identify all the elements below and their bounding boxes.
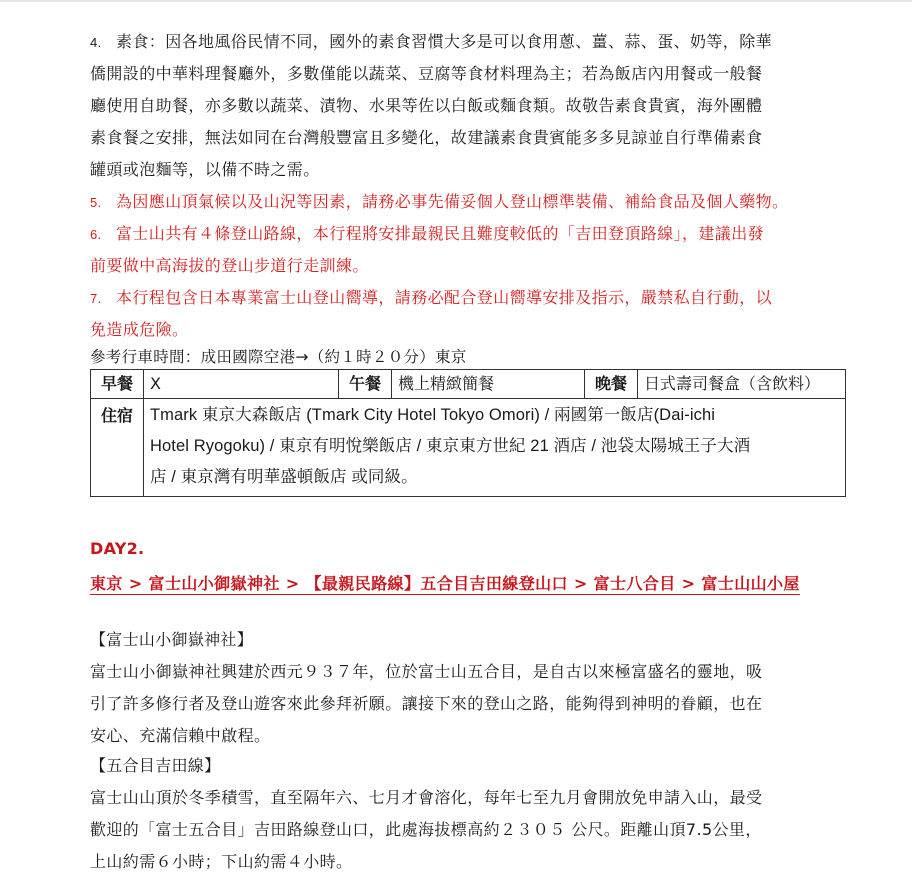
hotel-line: Tmark 東京大森飯店 (Tmark City Hotel Tokyo Omori) / 兩國第一飯店(Dai-ichi: [150, 406, 715, 424]
note-item-6: [90, 218, 850, 282]
hotel-line: 店 / 東京灣有明華盛頓飯店 或同級。: [150, 468, 418, 486]
note-line: 素食餐之安排，無法如同在台灣般豐富且多變化，故建議素食貴賓能多多見諒並自行準備素食: [90, 128, 763, 147]
note-line: 免造成危險。: [90, 320, 189, 339]
note-line: 僑開設的中華料理餐廳外，多數僅能以蔬菜、豆腐等食材料理為主；若為飯店內用餐或一般餐: [90, 64, 763, 83]
note-item-4: [90, 26, 850, 186]
section-heading: 【富士山小御嶽神社】: [90, 630, 254, 649]
note-text: 本行程包含日本專業富士山登山嚮導，請務必配合登山嚮導安排及指示，嚴禁私自行動，以: [116, 288, 773, 307]
section-line: 安心、充滿信賴中啟程。: [90, 726, 271, 745]
note-line: 廳使用自助餐，亦多數以蔬菜、漬物、水果等佐以白飯或麵食類。故敬告素食貴賓，海外團體: [90, 96, 763, 115]
lunch-value: 機上精緻簡餐: [392, 370, 585, 399]
reference-drive-time: 參考行車時間：成田國際空港→（約１時２０分）東京: [90, 348, 467, 366]
note-line: [90, 218, 850, 250]
note-line: [90, 186, 850, 218]
notes-block: [90, 26, 850, 497]
note-number: 5.: [90, 195, 102, 210]
note-number: 4.: [90, 35, 102, 50]
note-item-5: [90, 186, 850, 218]
note-item-7: [90, 282, 850, 346]
note-text: 為因應山頂氣候以及山況等因素，請務必事先備妥個人登山標準裝備、補給食品及個人藥物。: [116, 192, 789, 211]
note-line: [90, 282, 850, 314]
note-line: 前要做中高海拔的登山步道行走訓練。: [90, 256, 369, 275]
meals-table: [90, 369, 846, 497]
section-komitake-shrine: [90, 624, 850, 752]
section-line: 歡迎的「富士五合目」吉田路線登山口，此處海拔標高約２３０５ 公尺。距離山頂7.5公里，: [90, 820, 762, 839]
note-number: 6.: [90, 227, 102, 242]
hotel-label: 住宿: [91, 399, 144, 497]
note-line: 罐頭或泡麵等，以備不時之需。: [90, 160, 320, 179]
section-line: 富士山山頂於冬季積雪，直至隔年六、七月才會溶化，每年七至九月會開放免申請入山，最受: [90, 788, 763, 807]
section-line: 富士山小御嶽神社興建於西元９３７年，位於富士山五合目，是自古以來極富盛名的靈地，吸: [90, 662, 763, 681]
lunch-label: 午餐: [339, 370, 392, 399]
hotel-line: Hotel Ryogoku) / 東京有明悅樂飯店 / 東京東方世紀 21 酒店 / 池袋太陽城王子大酒: [150, 437, 751, 455]
meals-row: [91, 370, 846, 399]
page-top-edge: [0, 0, 912, 2]
dinner-value: 日式壽司餐盒（含飲料）: [638, 370, 846, 399]
section-line: 上山約需６小時；下山約需４小時。: [90, 852, 353, 871]
dinner-label: 晚餐: [585, 370, 638, 399]
note-line: [90, 26, 850, 58]
day-route: 東京 > 富士山小御嶽神社 > 【最親民路線】五合目吉田線登山口 > 富士八合目 > 富士山山小屋: [90, 574, 800, 593]
note-number: 7.: [90, 291, 102, 306]
section-yoshida-trail: [90, 750, 850, 878]
hotel-value: [144, 399, 846, 497]
breakfast-label: 早餐: [91, 370, 144, 399]
note-text: 素食：因各地風俗民情不同，國外的素食習慣大多是可以食用蔥、薑、蒜、蛋、奶等，除華: [116, 32, 773, 51]
breakfast-value: X: [144, 370, 339, 399]
section-heading: 【五合目吉田線】: [90, 756, 221, 775]
note-text: 富士山共有４條登山路線，本行程將安排最親民且難度較低的「吉田登頂路線」，建議出發: [116, 224, 765, 243]
hotel-row: [91, 399, 846, 497]
day-title: DAY2.: [90, 539, 145, 558]
section-line: 引了許多修行者及登山遊客來此參拜祈願。讓接下來的登山之路，能夠得到神明的眷顧，也在: [90, 694, 763, 713]
